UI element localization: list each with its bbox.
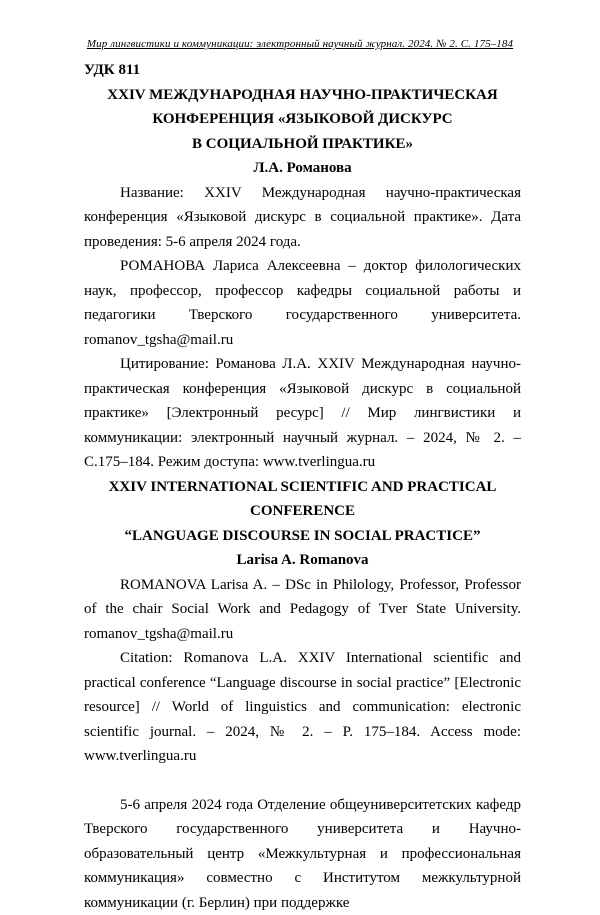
ru-title-line-2: КОНФЕРЕНЦИЯ «ЯЗЫКОВОЙ ДИСКУРС bbox=[84, 107, 521, 132]
ru-author: Л.А. Романова bbox=[84, 156, 521, 181]
en-title-line-2: “LANGUAGE DISCOURSE IN SOCIAL PRACTICE” bbox=[84, 524, 521, 549]
running-head: Мир лингвистики и коммуникации: электронный научный журнал. 2024. № 2. С. 175–184 bbox=[0, 38, 600, 50]
article-body bbox=[84, 58, 521, 915]
section-gap bbox=[84, 769, 521, 793]
en-author: Larisa A. Romanova bbox=[84, 548, 521, 573]
ru-conference-name-paragraph: Название: XXIV Международная научно-практическая конференция «Языковой дискурс в социальной практике». Дата проведения: 5-6 апреля 2024 года. bbox=[84, 181, 521, 255]
ru-title-line-1: XXIV МЕЖДУНАРОДНАЯ НАУЧНО-ПРАКТИЧЕСКАЯ bbox=[84, 83, 521, 108]
udk-code: УДК 811 bbox=[84, 58, 521, 83]
ru-title bbox=[84, 83, 521, 157]
en-citation-paragraph: Citation: Romanova L.A. XXIV International scientific and practical conference “Language discourse in social practice” [Electronic resource] // World of linguistics and communication: electronic scientific journal. – 2024, № 2. – P. 175–184. Access mode: www.tverlingua.ru bbox=[84, 646, 521, 769]
body-paragraph: 5-6 апреля 2024 года Отделение общеуниверситетских кафедр Тверского государственного университета и Научно-образовательный центр «Межкультурная и профессиональная коммуникация» совместно с Институтом межкультурной коммуникации (г. Берлин) при поддержке bbox=[84, 793, 521, 915]
en-author-bio-paragraph: ROMANOVA Larisa A. – DSc in Philology, Professor, Professor of the chair Social Work and Pedagogy of Tver State University. romanov_tgsha@mail.ru bbox=[84, 573, 521, 647]
en-title bbox=[84, 475, 521, 549]
en-title-line-1: XXIV INTERNATIONAL SCIENTIFIC AND PRACTICAL CONFERENCE bbox=[84, 475, 521, 524]
ru-citation-paragraph: Цитирование: Романова Л.А. XXIV Международная научно-практическая конференция «Языковой дискурс в социальной практике» [Электронный ресурс] // Мир лингвистики и коммуникации: электронный научный журнал. – 2024, № 2. – С.175–184. Режим доступа: www.tverlingua.ru bbox=[84, 352, 521, 475]
ru-title-line-3: В СОЦИАЛЬНОЙ ПРАКТИКЕ» bbox=[84, 132, 521, 157]
ru-author-bio-paragraph: РОМАНОВА Лариса Алексеевна – доктор филологических наук, профессор, профессор кафедры социальной работы и педагогики Тверского государственного университета. romanov_tgsha@mail.ru bbox=[84, 254, 521, 352]
